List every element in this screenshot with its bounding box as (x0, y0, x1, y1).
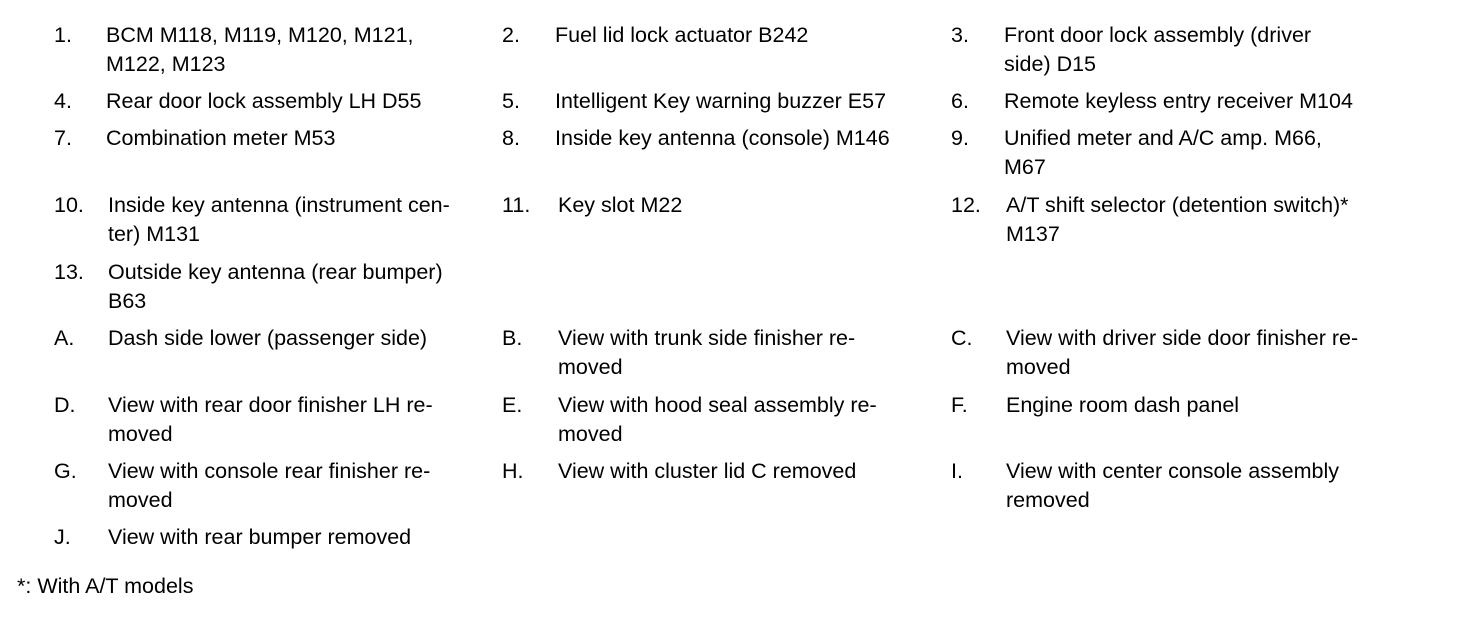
legend-description (558, 324, 943, 382)
legend-line: View with rear bumper removed (108, 525, 412, 549)
legend-number: 8. (502, 126, 520, 150)
legend-description (106, 124, 491, 153)
legend-line: Inside key antenna (console) M146 (555, 126, 890, 150)
legend-line: View with cluster lid C removed (558, 459, 857, 483)
legend-description (1006, 324, 1396, 382)
legend-description (1006, 391, 1396, 420)
legend-letter: G. (54, 459, 77, 483)
legend-number: 4. (54, 89, 72, 113)
legend-line: Remote keyless entry receiver M104 (1004, 89, 1353, 113)
legend-letter: H. (502, 459, 524, 483)
footnote: *: With A/T models (17, 574, 194, 598)
legend-line: Front door lock assembly (driver (1004, 23, 1312, 47)
legend-description (558, 457, 943, 486)
legend-number: 2. (502, 23, 520, 47)
legend-line: M137 (1006, 222, 1060, 246)
legend-line: moved (558, 355, 623, 379)
legend-description (1004, 21, 1394, 79)
legend-line: BCM M118, M119, M120, M121, (106, 23, 414, 47)
legend-line: side) D15 (1004, 52, 1097, 76)
legend-line: ter) M131 (108, 222, 201, 246)
legend-line: moved (558, 422, 623, 446)
legend-number: 7. (54, 126, 72, 150)
legend-description (108, 191, 493, 249)
legend-line: Outside key antenna (rear bumper) (108, 260, 443, 284)
legend-description (1006, 457, 1396, 515)
legend-number: 3. (951, 23, 969, 47)
legend-description (108, 457, 493, 515)
legend-line: moved (108, 488, 173, 512)
legend-line: View with console rear finisher re- (108, 459, 431, 483)
legend-description (106, 87, 491, 116)
legend-letter: D. (54, 393, 76, 417)
legend-line: View with center console assembly (1006, 459, 1340, 483)
legend-letter: C. (951, 326, 973, 350)
legend-line: View with trunk side finisher re- (558, 326, 856, 350)
legend-description (555, 124, 940, 153)
legend-description (1006, 191, 1396, 249)
legend-letter: A. (54, 326, 75, 350)
legend-line: Inside key antenna (instrument cen- (108, 193, 450, 217)
legend-line: removed (1006, 488, 1090, 512)
legend-description (558, 191, 943, 220)
legend-line: View with hood seal assembly re- (558, 393, 877, 417)
legend-line: Key slot M22 (558, 193, 683, 217)
legend-description (555, 87, 940, 116)
legend-description (558, 391, 943, 449)
legend-description (108, 523, 493, 552)
legend-number: 11. (502, 193, 531, 217)
legend-description (106, 21, 491, 79)
legend-line: M122, M123 (106, 52, 226, 76)
legend-line: Unified meter and A/C amp. M66, (1004, 126, 1322, 150)
legend-description (1004, 87, 1394, 116)
legend-number: 10. (54, 193, 84, 217)
legend-number: 9. (951, 126, 969, 150)
legend-line: B63 (108, 289, 147, 313)
legend-line: Combination meter M53 (106, 126, 336, 150)
legend-number: 6. (951, 89, 969, 113)
legend-letter: I. (951, 459, 963, 483)
legend-line: M67 (1004, 155, 1046, 179)
legend-number: 1. (54, 23, 72, 47)
legend-line: moved (1006, 355, 1071, 379)
legend-number: 12. (951, 193, 981, 217)
legend-description (108, 258, 493, 316)
legend-description (108, 391, 493, 449)
legend-letter: E. (502, 393, 523, 417)
legend-letter: F. (951, 393, 968, 417)
legend-line: View with driver side door finisher re- (1006, 326, 1359, 350)
legend-line: View with rear door finisher LH re- (108, 393, 433, 417)
legend-line: moved (108, 422, 173, 446)
legend-line: Intelligent Key warning buzzer E57 (555, 89, 887, 113)
legend-line: Fuel lid lock actuator B242 (555, 23, 809, 47)
legend-line: A/T shift selector (detention switch)* (1006, 193, 1349, 217)
legend-letter: J. (54, 525, 71, 549)
legend-description (1004, 124, 1394, 182)
legend-description (108, 324, 493, 353)
legend-letter: B. (502, 326, 523, 350)
legend-number: 5. (502, 89, 520, 113)
legend-description (555, 21, 940, 50)
legend-line: Rear door lock assembly LH D55 (106, 89, 422, 113)
legend-line: Dash side lower (passenger side) (108, 326, 428, 350)
legend-line: Engine room dash panel (1006, 393, 1240, 417)
legend-number: 13. (54, 260, 84, 284)
